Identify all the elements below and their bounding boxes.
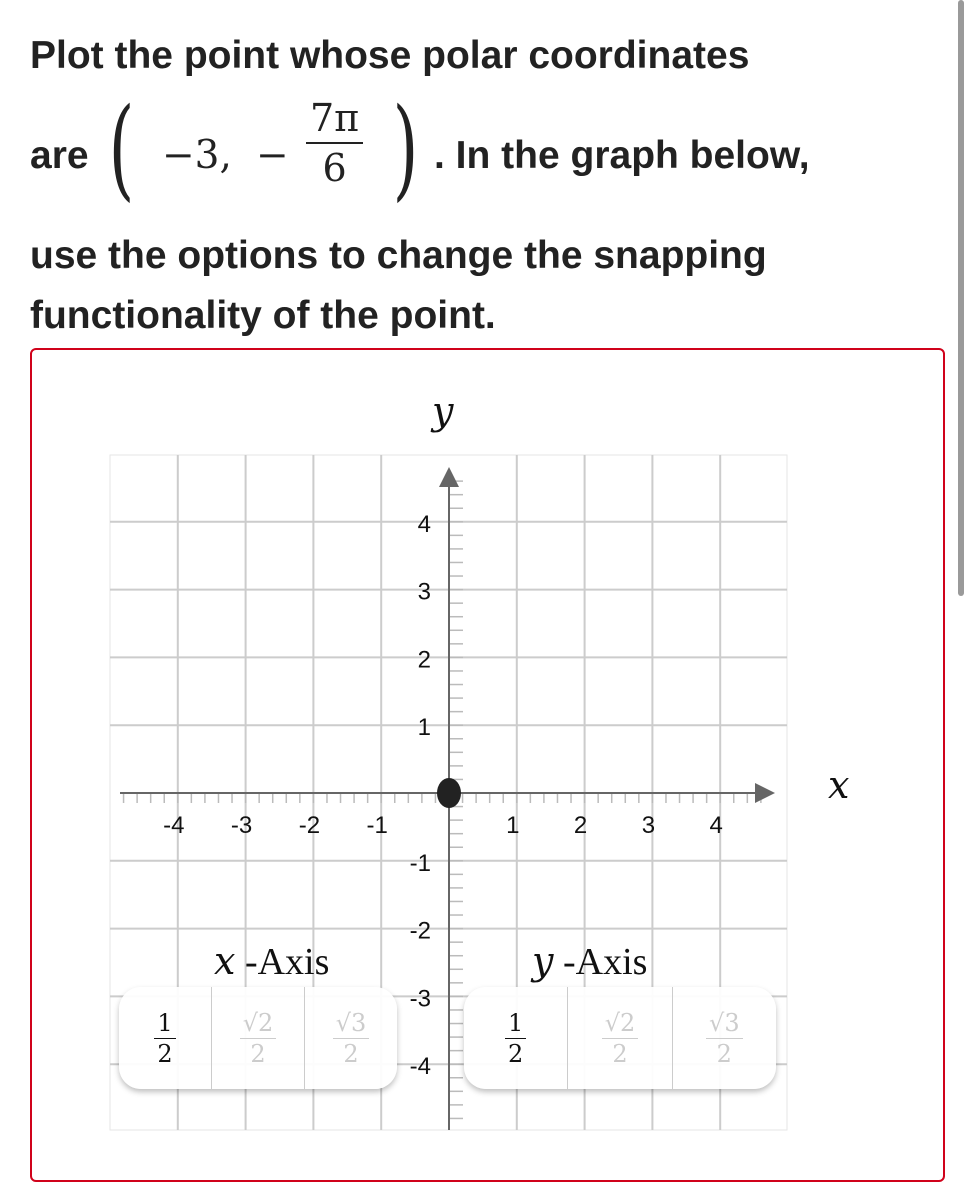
coord-theta-sign: −	[256, 133, 289, 178]
option-denominator: 2	[716, 1039, 732, 1068]
option-numerator: 1	[505, 1008, 526, 1039]
y-tick-label: -2	[409, 917, 431, 945]
y-tick-label: 3	[417, 578, 431, 606]
x-axis-snapping-options	[119, 987, 397, 1089]
question-line-1: Plot the point whose polar coordinates	[30, 34, 750, 77]
y-tick-label: -3	[409, 985, 431, 1013]
coord-r: −3,	[162, 133, 232, 178]
option-denominator: 2	[250, 1039, 266, 1068]
option-denominator: 2	[343, 1039, 359, 1068]
option-numerator: √2	[240, 1008, 277, 1039]
question-line-4: functionality of the point.	[30, 294, 496, 337]
option-numerator: √2	[602, 1008, 639, 1039]
option-numerator: 1	[154, 1008, 175, 1039]
option-fraction	[706, 1008, 743, 1069]
x-tick-label: 1	[506, 812, 520, 839]
close-paren: )	[392, 84, 419, 212]
x-tick-label: -1	[366, 812, 388, 839]
y-tick-label: -1	[409, 849, 431, 877]
y-tick-label: 1	[417, 714, 431, 742]
x-tick-label: -4	[163, 812, 185, 839]
fraction-numerator: 7π	[306, 94, 363, 144]
x-tick-label: -2	[298, 812, 321, 839]
option-denominator: 2	[508, 1039, 524, 1068]
x-tick-label: 3	[641, 812, 656, 839]
x-tick-label: -3	[230, 812, 253, 839]
x-snap-option-2[interactable]	[211, 987, 304, 1089]
x-tick-label: 4	[709, 812, 723, 839]
y-snap-option-1[interactable]	[464, 987, 567, 1089]
y-snap-option-2[interactable]	[567, 987, 671, 1089]
option-fraction	[154, 1008, 175, 1069]
option-denominator: 2	[157, 1039, 173, 1068]
x-axis-snapping-label: x -Axis	[214, 939, 330, 983]
y-axis-snapping-options	[464, 987, 776, 1089]
x-snap-option-1[interactable]	[119, 987, 211, 1089]
y-axis-label: y	[432, 389, 454, 433]
option-numerator: √3	[333, 1008, 370, 1039]
option-fraction	[602, 1008, 639, 1069]
option-fraction	[505, 1008, 526, 1069]
y-tick-label: -4	[409, 1053, 431, 1081]
question-line-3: use the options to change the snapping	[30, 234, 767, 277]
option-fraction	[240, 1008, 277, 1069]
plotted-point[interactable]	[437, 778, 461, 808]
y-snap-option-3[interactable]	[672, 987, 776, 1089]
x-axis-label: x	[828, 763, 850, 807]
y-tick-label: 2	[417, 646, 431, 674]
x-snap-option-3[interactable]	[304, 987, 397, 1089]
y-tick-label: 4	[417, 510, 431, 538]
x-tick-label: 2	[573, 812, 588, 839]
option-fraction	[333, 1008, 370, 1069]
fraction-denominator: 6	[322, 146, 347, 190]
y-axis-snapping-label: y -Axis	[532, 939, 648, 983]
open-paren: (	[108, 84, 135, 212]
option-numerator: √3	[706, 1008, 743, 1039]
question-line-2-suffix: . In the graph below,	[434, 134, 810, 177]
question-line-2-prefix: are	[30, 134, 89, 177]
option-denominator: 2	[612, 1039, 628, 1068]
